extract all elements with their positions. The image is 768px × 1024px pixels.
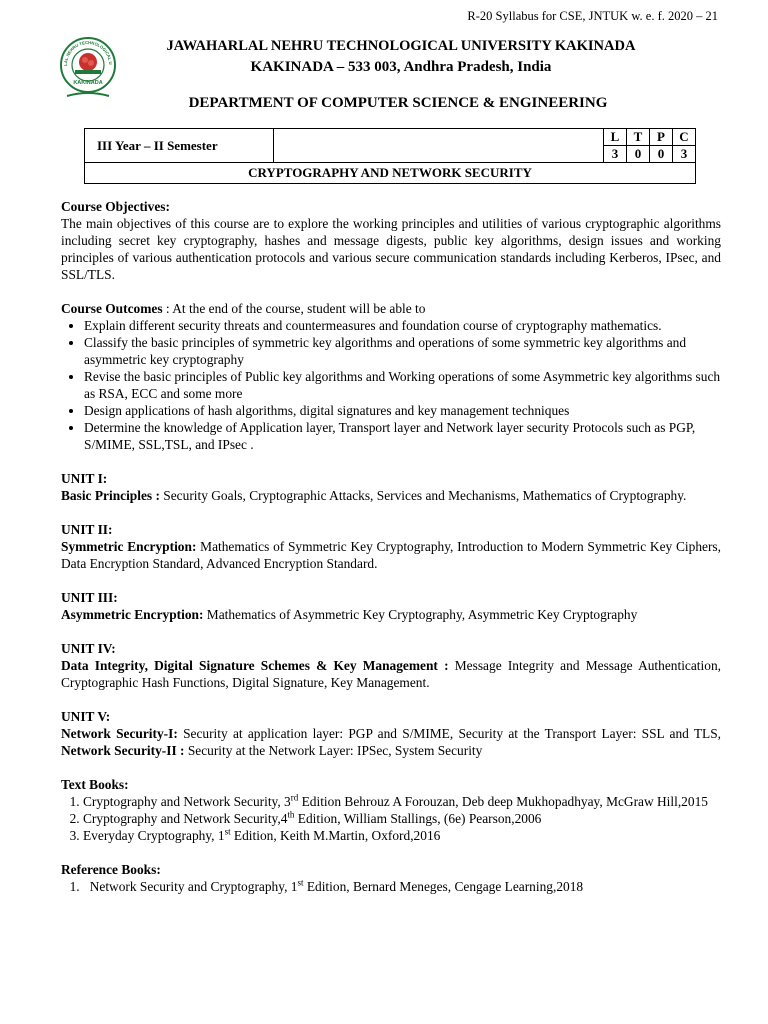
unit5-text2: Security at the Network Layer: IPSec, System Security: [184, 743, 483, 758]
syllabus-note: R-20 Syllabus for CSE, JNTUK w. e. f. 2020 – 21: [467, 9, 718, 23]
unit3-title: UNIT III:: [61, 590, 118, 605]
unit5-lead: Network Security-I:: [61, 726, 178, 741]
reference-books-list: [61, 878, 721, 895]
ltpc-header-t: T: [627, 129, 650, 146]
unit2-title: UNIT II:: [61, 522, 113, 537]
unit2-lead: Symmetric Encryption:: [61, 539, 197, 554]
unit1-title: UNIT I:: [61, 471, 108, 486]
logo-bottom-text: KAKINADA: [73, 80, 103, 86]
unit5-title: UNIT V:: [61, 709, 111, 724]
ltpc-value-c: 3: [673, 146, 696, 163]
list-item: • Classify the basic principles of symmetric key algorithms and operations of some symmetric key algorithms and asymmetric key cryptography: [84, 334, 721, 368]
unit3-lead: Asymmetric Encryption:: [61, 607, 204, 622]
list-item: • Design applications of hash algorithms, digital signatures and key management techniques: [84, 402, 721, 419]
ltpc-header-c: C: [673, 129, 696, 146]
text-books-list: [61, 793, 721, 844]
university-name: JAWAHARLAL NEHRU TECHNOLOGICAL UNIVERSITY KAKINADA: [166, 38, 636, 54]
reference-books-heading: Reference Books:: [61, 862, 161, 877]
ltpc-header-p: P: [650, 129, 673, 146]
list-item: • Revise the basic principles of Public key algorithms and Working operations of some Asymmetric key algorithms such as RSA, ECC and some more: [84, 368, 721, 402]
unit1-lead: Basic Principles :: [61, 488, 160, 503]
course-title: CRYPTOGRAPHY AND NETWORK SECURITY: [85, 163, 696, 184]
outcomes-heading: Course Outcomes: [61, 301, 163, 316]
unit2-text: Mathematics of Symmetric Key Cryptography, Introduction to Modern Symmetric Key Ciphers, Data Encryption Standard, Advanced Encryption Standard.: [61, 539, 721, 571]
objectives-text: The main objectives of this course are to explore the working principles and utilities of various cryptographic algorithms including secret key cryptography, hashes and message digests, public key algorithms, design issues and working principles of various authentication protocols and various secure communication standards including Kerberos, IPsec, and SSL/TLS.: [61, 216, 721, 282]
list-item: 1. Cryptography and Network Security, 3rd Edition Behrouz A Forouzan, Deb deep Mukhopadhyay, McGraw Hill,2015: [83, 793, 721, 810]
blank-cell: [274, 129, 604, 163]
outcomes-intro: : At the end of the course, student will be able to: [162, 301, 426, 316]
university-address: KAKINADA – 533 003, Andhra Pradesh, India: [250, 59, 552, 75]
unit5-text: Security at application layer: PGP and S/MIME, Security at the Transport Layer: SSL and TLS,: [177, 726, 721, 741]
unit3-text: Mathematics of Asymmetric Key Cryptography, Asymmetric Key Cryptography: [203, 607, 638, 622]
unit4-lead: Data Integrity, Digital Signature Schemes & Key Management :: [61, 658, 449, 673]
logo-top-text: LAL NEHRU TECHNOLOGICAL U: [62, 39, 114, 66]
list-item: 2. Cryptography and Network Security,4th Edition, William Stallings, (6e) Pearson,2006: [83, 810, 721, 827]
syllabus-body: [61, 198, 721, 895]
course-table: [84, 128, 696, 184]
list-item: • Determine the knowledge of Application layer, Transport layer and Network layer security Protocols such as PGP, S/MIME, SSL,TSL, and IPsec .: [84, 419, 721, 453]
ltpc-value-l: 3: [604, 146, 627, 163]
unit5-lead2: Network Security-II :: [61, 743, 185, 758]
outcomes-list: [61, 317, 721, 453]
unit4-text: Message Integrity and Message Authentication, Cryptographic Hash Functions, Digital Signature, Key Management.: [61, 658, 721, 690]
ltpc-header-l: L: [604, 129, 627, 146]
ltpc-value-t: 0: [627, 146, 650, 163]
list-item: • Explain different security threats and countermeasures and foundation course of cryptography mathematics.: [84, 317, 721, 334]
unit1-text: Security Goals, Cryptographic Attacks, Services and Mechanisms, Mathematics of Cryptography.: [159, 488, 687, 503]
objectives-heading: Course Objectives:: [61, 199, 170, 214]
list-item: 1. Network Security and Cryptography, 1st Edition, Bernard Meneges, Cengage Learning,2018: [83, 878, 721, 895]
ltpc-value-p: 0: [650, 146, 673, 163]
text-books-heading: Text Books:: [61, 777, 129, 792]
semester-cell: III Year – II Semester: [85, 129, 274, 163]
list-item: 3. Everyday Cryptography, 1st Edition, Keith M.Martin, Oxford,2016: [83, 827, 721, 844]
department-name: DEPARTMENT OF COMPUTER SCIENCE & ENGINEERING: [188, 95, 608, 111]
unit4-title: UNIT IV:: [61, 641, 116, 656]
